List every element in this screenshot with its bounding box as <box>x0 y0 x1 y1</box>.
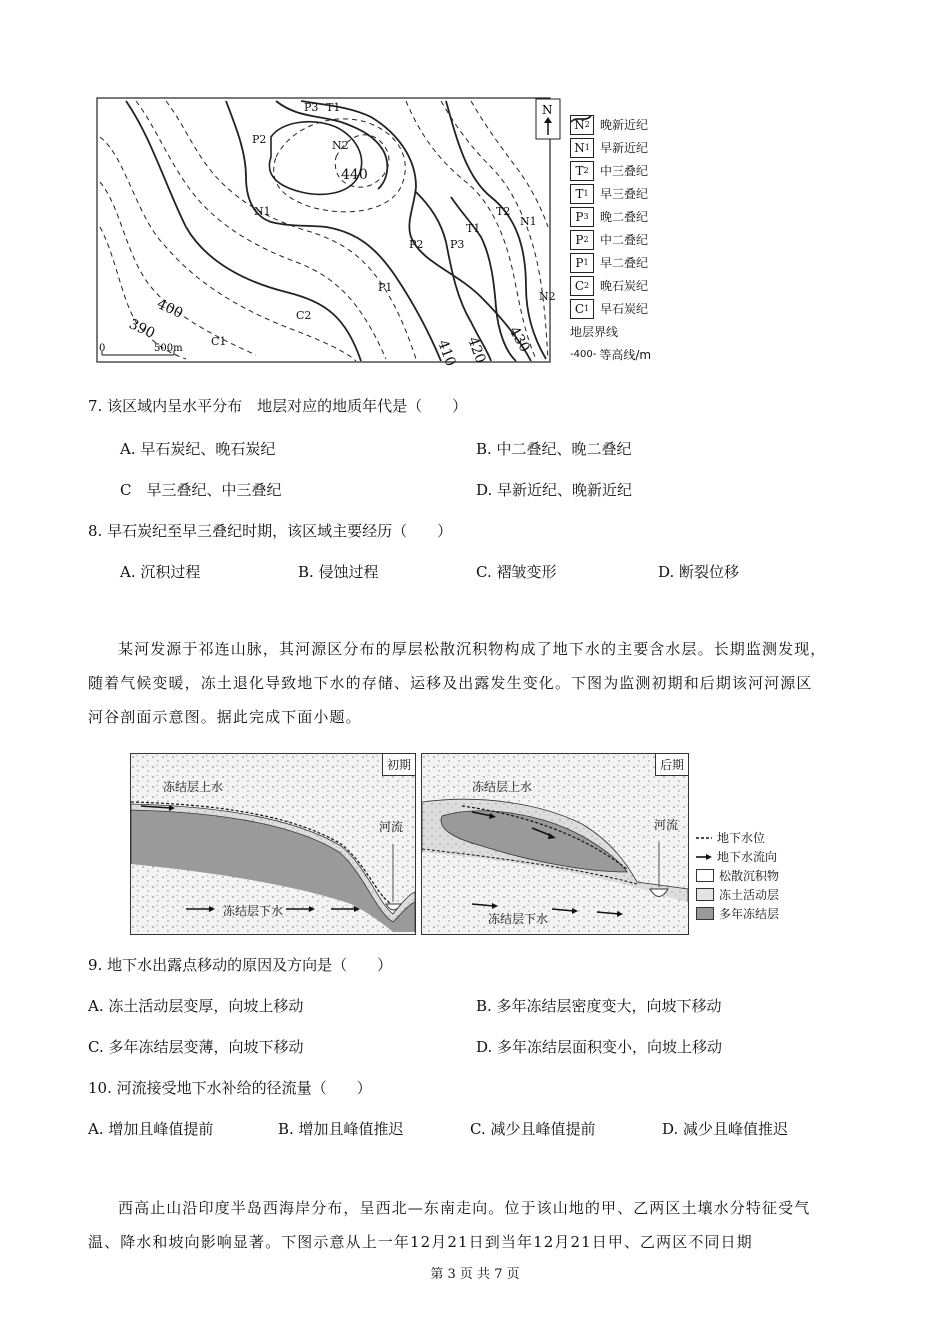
legend-symbol: C 1 <box>570 299 594 319</box>
q9-option-a[interactable]: A. 冻土活动层变厚，向坡上移动 <box>88 997 304 1015</box>
legend-symbol: N 2 <box>570 115 594 135</box>
unit-label-t1-mid: T1 <box>466 222 481 235</box>
label-supra-permafrost-water: 冻结层上水 <box>163 780 224 794</box>
q9-option-b[interactable]: B. 多年冻结层密度变大，向坡下移动 <box>476 997 722 1015</box>
legend-row-t2 <box>570 159 670 182</box>
unit-label-p3: P3 <box>304 101 319 114</box>
legend-label: 早石炭纪 <box>600 302 649 316</box>
unit-label-c2: C2 <box>296 309 312 322</box>
svg-text:500m: 500m <box>154 343 183 354</box>
unit-label-p2: P2 <box>252 133 267 146</box>
q8-option-a[interactable]: A. 沉积过程 <box>120 563 201 581</box>
q8-option-c[interactable]: C. 褶皱变形 <box>476 563 557 581</box>
unit-label-n1-right: N1 <box>520 215 537 228</box>
section-tag-late: 后期 <box>655 754 688 776</box>
legend-permafrost <box>696 904 779 923</box>
q7-option-a[interactable]: A. 早石炭纪、晚石炭纪 <box>120 440 276 458</box>
unit-label-p3-mid: P3 <box>450 238 465 251</box>
speckle-swatch-icon <box>696 888 714 901</box>
label-supra-permafrost-water: 冻结层上水 <box>472 780 533 794</box>
q10-option-d[interactable]: D. 减少且峰值推迟 <box>662 1120 789 1138</box>
unit-label-t1: T1 <box>326 101 341 114</box>
legend-symbol: C 2 <box>570 276 594 296</box>
legend-label: 冻土活动层 <box>719 888 780 902</box>
q8-option-b[interactable]: B. 侵蚀过程 <box>298 563 379 581</box>
legend-symbol: T 2 <box>570 161 594 181</box>
legend-symbol: P 3 <box>570 207 594 227</box>
legend-water-table <box>696 828 779 847</box>
unit-label-c1: C1 <box>211 335 227 348</box>
legend-label: 多年冻结层 <box>719 907 780 921</box>
legend-symbol: P 2 <box>570 230 594 250</box>
label-sub-permafrost-water: 冻结层下水 <box>223 904 284 918</box>
legend-symbol: P 1 <box>570 253 594 273</box>
q9-option-c[interactable]: C. 多年冻结层变薄，向坡下移动 <box>88 1038 304 1056</box>
section-tag-early: 初期 <box>382 754 415 776</box>
unit-label-n2: N2 <box>332 139 349 152</box>
legend-row-boundary <box>570 320 670 343</box>
unit-label-n1: N1 <box>254 205 271 218</box>
question-8-stem: 8. 早石炭纪至早三叠纪时期，该区域主要经历（ ） <box>88 522 453 540</box>
unit-label-t2: T2 <box>496 205 511 218</box>
legend-symbol: T 1 <box>570 184 594 204</box>
legend-row-p2 <box>570 228 670 251</box>
question-10-stem: 10. 河流接受地下水补给的径流量（ ） <box>88 1079 372 1097</box>
q7-option-c[interactable]: C 早三叠纪、中三叠纪 <box>120 481 282 499</box>
svg-text:0: 0 <box>99 343 106 354</box>
legend-label: 早三叠纪 <box>600 187 649 201</box>
label-river: 河流 <box>654 818 679 832</box>
legend-row-p1 <box>570 251 670 274</box>
contour-sample: -400- <box>570 349 597 360</box>
legend-label: 中二叠纪 <box>600 233 649 247</box>
contour-label-420: 420 <box>464 334 489 366</box>
unit-label-p2-mid: P2 <box>409 238 424 251</box>
legend-active-layer <box>696 885 779 904</box>
passage-western-ghats: 西高止山沿印度半岛西海岸分布，呈西北—东南走向。位于该山地的甲、乙两区土壤水分特征受气温、降水和坡向影响显著。下图示意从上一年12月21日到当年12月21日甲、乙两区不同日期 <box>88 1199 811 1251</box>
dark-swatch-icon <box>696 907 714 920</box>
q7-option-d[interactable]: D. 早新近纪、晚新近纪 <box>476 481 633 499</box>
legend-label: 晚新近纪 <box>600 118 649 132</box>
legend-row-p3 <box>570 205 670 228</box>
section-late-drawing <box>422 754 688 934</box>
question-9-stem: 9. 地下水出露点移动的原因及方向是（ ） <box>88 956 393 974</box>
legend-label: 晚二叠纪 <box>600 210 649 224</box>
boundary-line-icon <box>570 113 592 125</box>
contour-label-400: 400 <box>154 296 186 322</box>
contour-label-430: 430 <box>505 324 533 356</box>
legend-label: 早新近纪 <box>600 141 649 155</box>
legend-label: 等高线/m <box>599 348 652 362</box>
arrow-right-icon <box>696 853 712 861</box>
label-river: 河流 <box>379 820 404 834</box>
unit-label-p1: P1 <box>378 281 393 294</box>
legend-label: 地下水位 <box>717 831 766 845</box>
q9-option-d[interactable]: D. 多年冻结层面积变小，向坡上移动 <box>476 1038 723 1056</box>
legend-row-contour <box>570 343 670 366</box>
legend-label: 地层界线 <box>570 325 619 339</box>
q10-option-b[interactable]: B. 增加且峰值推迟 <box>278 1120 404 1138</box>
map-legend <box>570 113 670 366</box>
passage-permafrost: 某河发源于祁连山脉，其河源区分布的厚层松散沉积物构成了地下水的主要含水层。长期监测发现，随着气候变暖，冻土退化导致地下水的存储、运移及出露发生变化。下图为监测初期和后期该河河源区河谷剖面示意图。据此完成下面小题。 <box>88 640 827 726</box>
question-7-stem: 7. 该区域内呈水平分布 地层对应的地质年代是（ ） <box>88 397 468 415</box>
q10-option-c[interactable]: C. 减少且峰值提前 <box>470 1120 596 1138</box>
legend-row-t1 <box>570 182 670 205</box>
geologic-map <box>96 97 556 369</box>
q10-option-a[interactable]: A. 增加且峰值提前 <box>88 1120 214 1138</box>
legend-row-n1 <box>570 136 670 159</box>
legend-label: 早二叠纪 <box>600 256 649 270</box>
contour-label-410: 410 <box>434 337 459 369</box>
label-sub-permafrost-water: 冻结层下水 <box>488 912 549 926</box>
section-panel-early <box>130 753 416 935</box>
legend-label: 松散沉积物 <box>719 869 780 883</box>
unit-label-n2-right: N2 <box>539 290 556 303</box>
page-number: 第 3 页 共 7 页 <box>430 1267 520 1282</box>
contour-label-390: 390 <box>126 316 158 342</box>
geologic-map-figure <box>96 97 661 369</box>
section-panel-late <box>421 753 689 935</box>
legend-loose-sediment <box>696 866 779 885</box>
q8-option-d[interactable]: D. 断裂位移 <box>658 563 740 581</box>
north-arrow-icon <box>536 99 560 139</box>
q7-option-b[interactable]: B. 中二叠纪、晚二叠纪 <box>476 440 632 458</box>
legend-symbol: N 1 <box>570 138 594 158</box>
svg-text:N: N <box>542 103 553 117</box>
hatch-swatch-icon <box>696 869 714 882</box>
legend-label: 中三叠纪 <box>600 164 649 178</box>
legend-label: 晚石炭纪 <box>600 279 649 293</box>
section-legend <box>696 828 779 923</box>
legend-label: 地下水流向 <box>717 850 778 864</box>
dashed-line-icon <box>696 835 712 841</box>
legend-row-c1 <box>570 297 670 320</box>
legend-flow-direction <box>696 847 779 866</box>
contour-label-440: 440 <box>341 167 368 183</box>
legend-row-c2 <box>570 274 670 297</box>
